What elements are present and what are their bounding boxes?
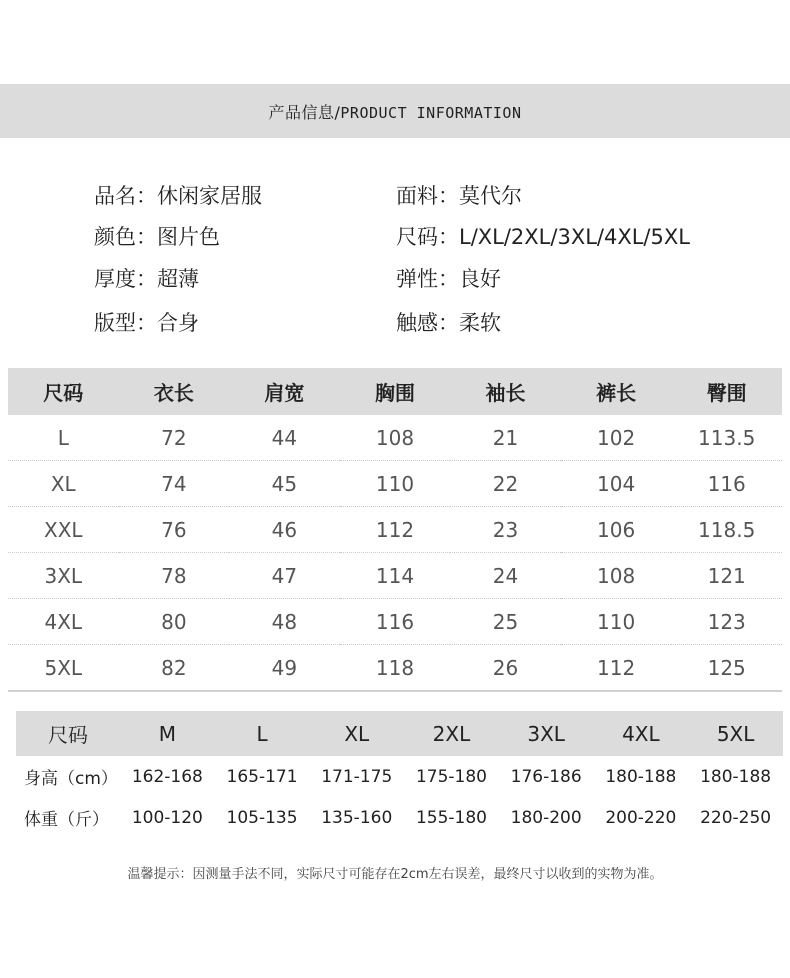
table-cell: 112 — [561, 645, 672, 692]
info-size — [396, 221, 690, 251]
table-cell: 162-168 — [131, 766, 203, 787]
info-elasticity-label: 弹性： — [396, 267, 459, 291]
fit-guide-header: L — [215, 711, 310, 756]
table-cell: 46 — [229, 507, 340, 553]
table-cell: 113.5 — [671, 415, 782, 461]
table-cell: 220-250 — [700, 807, 772, 828]
table-cell: 110 — [561, 599, 672, 645]
table-cell: 100-120 — [131, 807, 203, 828]
size-chart-header: 裤长 — [561, 368, 672, 415]
table-row — [8, 599, 782, 645]
table-cell: 121 — [671, 553, 782, 599]
size-chart-table — [8, 368, 782, 692]
row-label-height: 身高（cm） — [24, 769, 118, 789]
table-cell: 118 — [340, 645, 451, 692]
table-cell: 116 — [340, 599, 451, 645]
table-row — [8, 461, 782, 507]
table-cell: 82 — [119, 645, 230, 692]
table-cell: 47 — [229, 553, 340, 599]
table-cell: 104 — [561, 461, 672, 507]
table-cell: 21 — [450, 415, 561, 461]
table-cell: 74 — [119, 461, 230, 507]
table-cell: 108 — [561, 553, 672, 599]
table-cell: 135-160 — [321, 807, 393, 828]
table-row — [8, 553, 782, 599]
table-cell: 26 — [450, 645, 561, 692]
fit-guide-header: XL — [309, 711, 404, 756]
size-chart-header: 胸围 — [340, 368, 451, 415]
notice-text: 温馨提示：因测量手法不同，实际尺寸可能存在2cm左右误差，最终尺寸以收到的实物为准。 — [127, 867, 663, 882]
table-cell: 102 — [561, 415, 672, 461]
info-fabric — [396, 180, 522, 210]
size-chart-header: 臀围 — [671, 368, 782, 415]
info-color-label: 颜色： — [94, 225, 157, 249]
table-cell: 180-200 — [510, 807, 582, 828]
table-cell: 80 — [119, 599, 230, 645]
size-chart-header: 肩宽 — [229, 368, 340, 415]
page-title-cn: 产品信息/ — [268, 102, 341, 122]
table-row — [8, 507, 782, 553]
info-thickness-label: 厚度： — [94, 267, 157, 291]
info-thickness-value: 超薄 — [157, 267, 199, 291]
info-fabric-value: 莫代尔 — [459, 184, 522, 208]
table-cell: 176-186 — [510, 766, 582, 787]
table-cell: 171-175 — [321, 766, 393, 787]
size-chart-header-row — [8, 368, 782, 415]
size-chart-header: 衣长 — [119, 368, 230, 415]
table-cell: 25 — [450, 599, 561, 645]
info-feel — [396, 307, 501, 337]
table-row — [8, 645, 782, 692]
table-cell: 23 — [450, 507, 561, 553]
info-fit-label: 版型： — [94, 311, 157, 335]
table-cell: 3XL — [8, 553, 119, 599]
fit-guide-header: 2XL — [404, 711, 499, 756]
table-cell: XL — [8, 461, 119, 507]
table-cell: 110 — [340, 461, 451, 507]
table-cell: 22 — [450, 461, 561, 507]
table-cell: 72 — [119, 415, 230, 461]
table-cell: 125 — [671, 645, 782, 692]
table-cell: 114 — [340, 553, 451, 599]
fit-guide-header: M — [120, 711, 215, 756]
info-color-value: 图片色 — [157, 225, 220, 249]
table-row — [8, 415, 782, 461]
info-feel-label: 触感： — [396, 311, 459, 335]
table-cell: XXL — [8, 507, 119, 553]
table-cell: 105-135 — [226, 807, 298, 828]
fit-guide-header: 尺码 — [16, 711, 120, 756]
header-band — [0, 84, 790, 138]
table-cell: 118.5 — [671, 507, 782, 553]
info-fit-value: 合身 — [157, 311, 199, 335]
page-title-en: PRODUCT INFORMATION — [340, 103, 522, 122]
fit-guide-header: 4XL — [594, 711, 689, 756]
page-title — [269, 100, 522, 123]
table-row — [16, 797, 783, 838]
table-cell: 112 — [340, 507, 451, 553]
table-cell: 24 — [450, 553, 561, 599]
fit-guide-header: 3XL — [499, 711, 594, 756]
fit-guide-header-row — [16, 711, 783, 756]
info-name-label: 品名： — [94, 184, 157, 208]
table-cell: 78 — [119, 553, 230, 599]
table-cell: 155-180 — [415, 807, 487, 828]
info-fabric-label: 面料： — [396, 184, 459, 208]
info-name — [94, 180, 262, 210]
table-cell: 4XL — [8, 599, 119, 645]
table-cell: 116 — [671, 461, 782, 507]
table-cell: 180-188 — [700, 766, 772, 787]
info-fit — [94, 307, 199, 337]
table-cell: 49 — [229, 645, 340, 692]
table-row — [16, 756, 783, 797]
table-cell: 123 — [671, 599, 782, 645]
table-cell: 175-180 — [415, 766, 487, 787]
table-cell: 5XL — [8, 645, 119, 692]
table-cell: 180-188 — [605, 766, 677, 787]
info-elasticity — [396, 263, 501, 293]
fit-guide-header: 5XL — [688, 711, 783, 756]
table-cell: 76 — [119, 507, 230, 553]
table-cell: 106 — [561, 507, 672, 553]
table-cell: 45 — [229, 461, 340, 507]
info-size-value: L/XL/2XL/3XL/4XL/5XL — [459, 225, 690, 249]
table-cell: 44 — [229, 415, 340, 461]
table-cell: L — [8, 415, 119, 461]
table-cell: 108 — [340, 415, 451, 461]
row-label-weight: 体重（斤） — [24, 810, 109, 830]
info-feel-value: 柔软 — [459, 311, 501, 335]
info-size-label: 尺码： — [396, 225, 459, 249]
info-color — [94, 221, 220, 251]
info-thickness — [94, 263, 199, 293]
table-cell: 165-171 — [226, 766, 298, 787]
size-chart-header: 尺码 — [8, 368, 119, 415]
table-cell: 200-220 — [605, 807, 677, 828]
fit-guide-table — [16, 711, 783, 838]
info-name-value: 休闲家居服 — [157, 184, 262, 208]
table-cell: 48 — [229, 599, 340, 645]
size-chart-header: 袖长 — [450, 368, 561, 415]
info-elasticity-value: 良好 — [459, 267, 501, 291]
